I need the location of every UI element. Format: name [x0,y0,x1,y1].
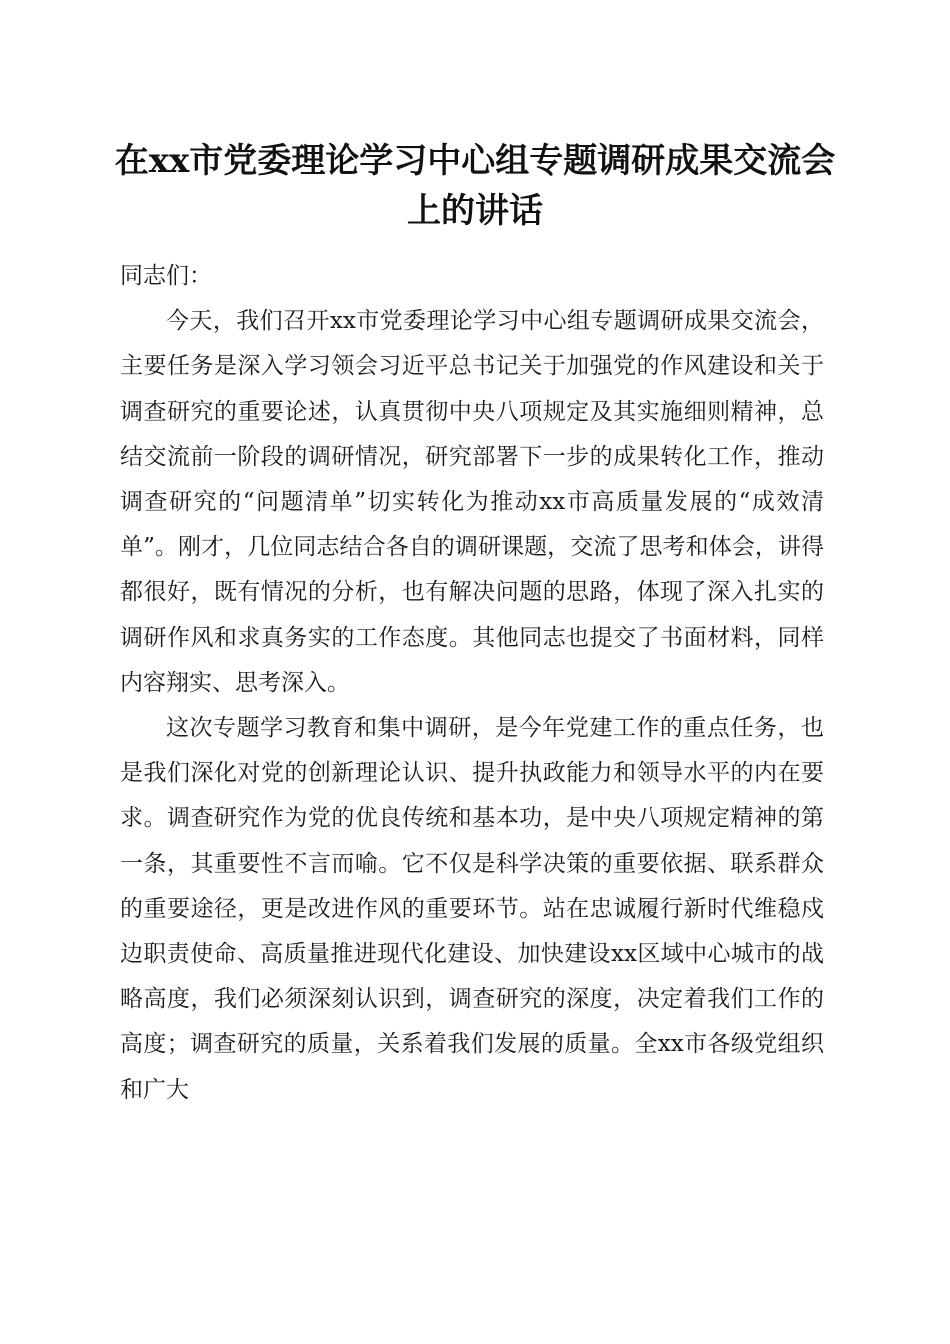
document-body [120,254,824,1113]
document-title: 在xx市党委理论学习中心组专题调研成果交流会上的讲话 [114,141,836,231]
salutation: 同志们： [120,263,212,289]
paragraph-2: 这次专题学习教育和集中调研，是今年党建工作的重点任务，也是我们深化对党的创新理论认识、提升执政能力和领导水平的内在要求。调查研究作为党的优良传统和基本功，是中央八项规定精神的第一条，其重要性不言而喻。它不仅是科学决策的重要依据、联系群众的重要途径，更是改进作风的重要环节。站在忠诚履行新时代维稳戍边职责使命、高质量推进现代化建设、加快建设xx区域中心城市的战略高度，我们必须深刻认识到，调查研究的深度，决定着我们工作的高度；调查研究的质量，关系着我们发展的质量。全xx市各级党组织和广大 [120,715,824,1103]
paragraph-1: 今天，我们召开xx市党委理论学习中心组专题调研成果交流会，主要任务是深入学习领会习近平总书记关于加强党的作风建设和关于调查研究的重要论述，认真贯彻中央八项规定及其实施细则精神，总结交流前一阶段的调研情况，研究部署下一步的成果转化工作，推动调查研究的“问题清单”切实转化为推动xx市高质量发展的“成效清单”。刚才，几位同志结合各自的调研课题，交流了思考和体会，讲得都很好，既有情况的分析，也有解决问题的思路，体现了深入扎实的调研作风和求真务实的工作态度。其他同志也提交了书面材料，同样内容翔实、思考深入。 [120,308,824,696]
